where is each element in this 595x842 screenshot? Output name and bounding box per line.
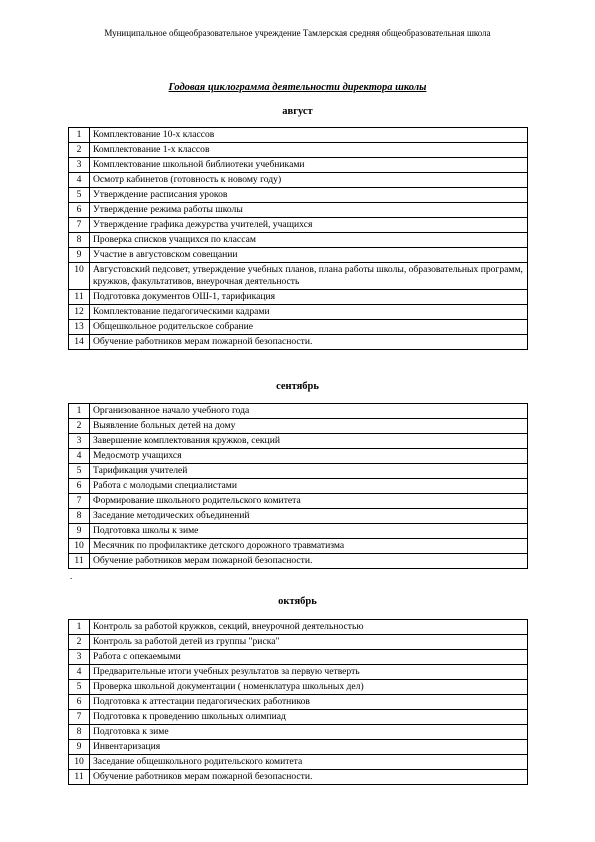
- row-text: Обучение работников мерам пожарной безопасности.: [90, 554, 528, 569]
- table-row: [69, 203, 528, 218]
- row-number: 13: [69, 320, 90, 335]
- row-text: Проверка списков учащихся по классам: [90, 233, 528, 248]
- row-text: Контроль за работой кружков, секций, внеурочной деятельностью: [90, 620, 528, 635]
- row-text: Утверждение расписания уроков: [90, 188, 528, 203]
- row-number: 8: [69, 725, 90, 740]
- august-plan-table: [68, 127, 528, 350]
- row-text: Месячник по профилактике детского дорожного травматизма: [90, 539, 528, 554]
- row-text: Завершение комплектования кружков, секций: [90, 434, 528, 449]
- row-text: Заседание методических объединений: [90, 509, 528, 524]
- september-plan-table: [68, 403, 528, 569]
- row-number: 11: [69, 290, 90, 305]
- row-number: 10: [69, 263, 90, 290]
- row-text: Утверждение режима работы школы: [90, 203, 528, 218]
- row-text: Обучение работников мерам пожарной безопасности.: [90, 335, 528, 350]
- table-row: [69, 680, 528, 695]
- row-text: Утверждение графика дежурства учителей, учащихся: [90, 218, 528, 233]
- row-text: Осмотр кабинетов (готовность к новому году): [90, 173, 528, 188]
- row-number: 8: [69, 233, 90, 248]
- table-row: [69, 755, 528, 770]
- table-row: [69, 143, 528, 158]
- row-number: 5: [69, 680, 90, 695]
- row-text: Подготовка к зиме: [90, 725, 528, 740]
- row-number: 14: [69, 335, 90, 350]
- row-number: 4: [69, 173, 90, 188]
- table-row: [69, 695, 528, 710]
- table-row: [69, 770, 528, 785]
- table-row: [69, 620, 528, 635]
- table-row: [69, 635, 528, 650]
- table-row: [69, 335, 528, 350]
- document-title: Годовая циклограмма деятельности директора школы: [168, 82, 427, 93]
- row-number: 10: [69, 539, 90, 554]
- row-number: 9: [69, 248, 90, 263]
- row-text: Медосмотр учащихся: [90, 449, 528, 464]
- row-number: 3: [69, 158, 90, 173]
- table-row: [69, 665, 528, 680]
- row-number: 6: [69, 203, 90, 218]
- row-number: 4: [69, 665, 90, 680]
- row-text: Подготовка школы к зиме: [90, 524, 528, 539]
- row-text: Комплектование педагогическими кадрами: [90, 305, 528, 320]
- row-text: Подготовка к проведению школьных олимпиад: [90, 710, 528, 725]
- row-number: 3: [69, 650, 90, 665]
- row-number: 6: [69, 479, 90, 494]
- table-row: [69, 650, 528, 665]
- row-text: Контроль за работой детей из группы "риска": [90, 635, 528, 650]
- row-text: Проверка школьной документации ( номенклатура школьных дел): [90, 680, 528, 695]
- table-row: [69, 419, 528, 434]
- row-number: 1: [69, 128, 90, 143]
- table-row: [69, 158, 528, 173]
- institution-header: Муниципальное общеобразовательное учреждение Тамлерская средняя общеобразовательная школа: [104, 28, 491, 38]
- table-row: [69, 524, 528, 539]
- row-number: 5: [69, 188, 90, 203]
- row-number: 5: [69, 464, 90, 479]
- table-row: [69, 173, 528, 188]
- row-number: 12: [69, 305, 90, 320]
- table-row: [69, 740, 528, 755]
- row-number: 2: [69, 143, 90, 158]
- row-number: 2: [69, 635, 90, 650]
- row-number: 3: [69, 434, 90, 449]
- table-row: [69, 434, 528, 449]
- row-text: Подготовка документов ОШ-1, тарификация: [90, 290, 528, 305]
- row-number: 1: [69, 620, 90, 635]
- row-text: Общешкольное родительское собрание: [90, 320, 528, 335]
- table-row: [69, 320, 528, 335]
- table-row: [69, 479, 528, 494]
- month-heading-september: сентябрь: [276, 381, 319, 392]
- row-number: 4: [69, 449, 90, 464]
- row-text: Тарификация учителей: [90, 464, 528, 479]
- row-number: 2: [69, 419, 90, 434]
- row-number: 7: [69, 710, 90, 725]
- row-number: 11: [69, 554, 90, 569]
- row-text: Работа с молодыми специалистами: [90, 479, 528, 494]
- table-row: [69, 710, 528, 725]
- row-text: Формирование школьного родительского комитета: [90, 494, 528, 509]
- row-text: Инвентаризация: [90, 740, 528, 755]
- table-row: [69, 290, 528, 305]
- table-row: [69, 494, 528, 509]
- table-row: [69, 509, 528, 524]
- row-text: Заседание общешкольного родительского комитета: [90, 755, 528, 770]
- table-row: [69, 464, 528, 479]
- table-row: [69, 263, 528, 290]
- month-heading-october: октябрь: [278, 596, 317, 607]
- table-row: [69, 218, 528, 233]
- row-text: Подготовка к аттестации педагогических работников: [90, 695, 528, 710]
- row-text: Комплектование 10-х классов: [90, 128, 528, 143]
- row-number: 1: [69, 404, 90, 419]
- table-row: [69, 725, 528, 740]
- row-number: 10: [69, 755, 90, 770]
- row-text: Выявление больных детей на дому: [90, 419, 528, 434]
- table-row: [69, 128, 528, 143]
- table-row: [69, 449, 528, 464]
- table-row: [69, 305, 528, 320]
- row-text: Обучение работников мерам пожарной безопасности.: [90, 770, 528, 785]
- row-number: 6: [69, 695, 90, 710]
- table-row: [69, 554, 528, 569]
- row-text: Предварительные итоги учебных результатов за первую четверть: [90, 665, 528, 680]
- row-number: 7: [69, 494, 90, 509]
- month-heading-august: август: [282, 106, 313, 117]
- table-row: [69, 233, 528, 248]
- row-text: Комплектование школьной библиотеки учебниками: [90, 158, 528, 173]
- table-row: [69, 248, 528, 263]
- table-row: [69, 539, 528, 554]
- row-number: 8: [69, 509, 90, 524]
- table-row: [69, 404, 528, 419]
- row-text: Организованное начало учебного года: [90, 404, 528, 419]
- row-text: Участие в августовском совещании: [90, 248, 528, 263]
- row-number: 11: [69, 770, 90, 785]
- row-text: Комплектование 1-х классов: [90, 143, 528, 158]
- row-number: 9: [69, 524, 90, 539]
- row-number: 7: [69, 218, 90, 233]
- row-number: 9: [69, 740, 90, 755]
- october-plan-table: [68, 619, 528, 785]
- row-text: Работа с опекаемыми: [90, 650, 528, 665]
- table-row: [69, 188, 528, 203]
- stray-mark: .: [70, 571, 73, 581]
- row-text: Августовский педсовет, утверждение учебных планов, плана работы школы, образовательных программ, кружков, факультативов, внеурочная деятельность: [90, 263, 528, 290]
